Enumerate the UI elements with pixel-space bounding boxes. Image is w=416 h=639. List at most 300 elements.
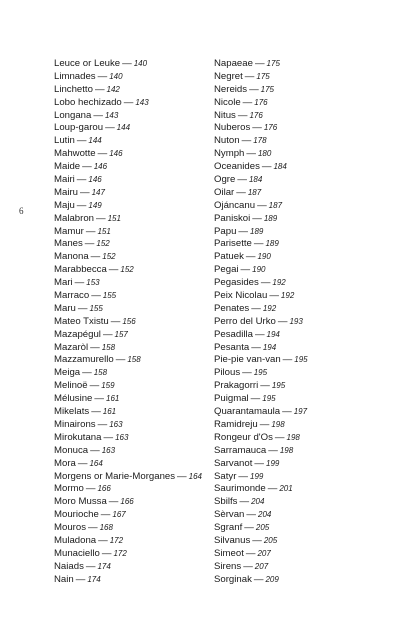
index-entry	[54, 303, 202, 316]
entry-page-number: 195	[262, 394, 276, 404]
entry-dash: —	[254, 58, 265, 69]
entry-name: Mateo Txistu	[54, 315, 109, 327]
entry-dash: —	[251, 341, 261, 353]
entry-dash: —	[77, 302, 88, 314]
entry-page-number: 158	[127, 355, 141, 365]
entry-dash: —	[80, 186, 90, 198]
index-entry	[54, 238, 202, 251]
entry-page-number: 205	[255, 523, 270, 533]
index-entry	[54, 316, 202, 329]
index-entry	[214, 161, 308, 174]
entry-dash: —	[259, 418, 270, 430]
entry-name: Ogre	[214, 174, 236, 186]
index-entry	[54, 277, 202, 290]
entry-dash: —	[82, 161, 92, 173]
entry-page-number: 187	[247, 187, 262, 197]
index-entry	[54, 213, 202, 226]
entry-name: Sbilfs	[214, 496, 238, 508]
entry-name: Nuberos	[214, 122, 251, 134]
entry-dash: —	[76, 174, 87, 186]
entry-dash: —	[244, 70, 255, 82]
entry-dash: —	[91, 406, 101, 418]
entry-dash: —	[90, 444, 100, 456]
entry-dash: —	[88, 522, 98, 534]
index-entry	[54, 471, 202, 484]
entry-dash: —	[252, 534, 262, 546]
entry-name: Morgens or Marie-Morganes	[54, 470, 176, 482]
entry-page-number: 189	[263, 213, 278, 223]
index-entry	[54, 161, 202, 174]
entry-name: Ramidreju	[214, 418, 258, 430]
index-entry	[214, 226, 308, 239]
entry-name: Meiga	[54, 367, 81, 379]
entry-name: Longana	[54, 109, 92, 121]
index-entry	[54, 58, 202, 71]
entry-dash: —	[252, 122, 262, 134]
entry-page-number: 201	[279, 484, 293, 494]
entry-name: Mora	[54, 457, 76, 469]
index-entry	[54, 393, 202, 406]
index-entry	[54, 496, 202, 509]
entry-dash: —	[85, 560, 96, 572]
entry-page-number: 194	[262, 342, 277, 352]
entry-name: Mirokutana	[54, 431, 102, 443]
entry-page-number: 204	[258, 510, 272, 520]
entry-name: Nymph	[214, 148, 245, 160]
entry-page-number: 146	[88, 175, 102, 185]
entry-page-number: 147	[91, 187, 105, 197]
index-entry	[54, 342, 202, 355]
entry-name: Negret	[214, 70, 243, 82]
index-entry	[54, 574, 202, 587]
entry-dash: —	[244, 522, 254, 534]
index-entry	[54, 483, 202, 496]
entry-name: Nicole	[214, 96, 241, 108]
index-entry	[214, 277, 308, 290]
entry-dash: —	[85, 483, 96, 495]
entry-name: Quarantamaula	[214, 406, 281, 418]
entry-name: Mouros	[54, 522, 86, 534]
index-entry	[214, 148, 308, 161]
index-entry	[54, 458, 202, 471]
entry-page-number: 193	[289, 316, 303, 326]
entry-page-number: 157	[114, 329, 128, 339]
index-entry	[54, 290, 202, 303]
index-entry	[54, 354, 202, 367]
entry-page-number: 190	[257, 252, 271, 262]
entry-page-number: 146	[93, 162, 108, 172]
entry-dash: —	[249, 83, 259, 95]
entry-page-number: 205	[263, 535, 278, 545]
index-entry	[214, 354, 308, 367]
entry-page-number: 178	[253, 136, 267, 146]
entry-page-number: 152	[96, 239, 110, 249]
entry-name: Leuce or Leuke	[54, 58, 121, 69]
entry-name: Satyr	[214, 470, 237, 482]
entry-name: Parisette	[214, 238, 252, 250]
entry-page-number: 195	[271, 381, 286, 391]
entry-dash: —	[245, 251, 256, 263]
entry-page-number: 207	[254, 561, 269, 571]
index-entry	[214, 200, 308, 213]
entry-name: Pie-pie van-van	[214, 354, 281, 366]
index-entry	[214, 135, 308, 148]
index-entry	[54, 535, 202, 548]
index-entry	[214, 238, 308, 251]
entry-dash: —	[269, 290, 279, 302]
index-entry	[54, 445, 202, 458]
entry-page-number: 192	[272, 278, 286, 288]
index-entry	[214, 110, 308, 123]
entry-name: Napaeae	[214, 58, 253, 69]
entry-name: Silvanus	[214, 534, 251, 546]
index-entry	[54, 264, 202, 277]
entry-page-number: 151	[97, 226, 111, 236]
index-entry	[54, 200, 202, 213]
entry-name: Nereids	[214, 83, 248, 95]
entry-dash: —	[90, 251, 101, 263]
index-entry	[54, 71, 202, 84]
entry-name: Mairi	[54, 174, 75, 186]
entry-name: Lutin	[54, 135, 75, 147]
entry-name: Melinoë	[54, 380, 88, 392]
index-entry	[214, 445, 308, 458]
entry-page-number: 192	[262, 303, 277, 313]
index-entry	[54, 522, 202, 535]
entry-page-number: 198	[279, 445, 294, 455]
entry-page-number: 184	[273, 162, 287, 172]
index-entry	[214, 316, 308, 329]
index-entry	[214, 58, 308, 71]
index-entry	[54, 122, 202, 135]
entry-dash: —	[74, 277, 85, 289]
index-entry	[214, 406, 308, 419]
entry-name: Pesadilla	[214, 328, 253, 340]
entry-dash: —	[82, 367, 92, 379]
entry-name: Nuton	[214, 135, 240, 147]
index-entry	[214, 380, 308, 393]
entry-dash: —	[94, 83, 105, 95]
entry-name: Sèrvan	[214, 509, 245, 521]
entry-page-number: 163	[101, 445, 116, 455]
index-entry	[54, 329, 202, 342]
entry-page-number: 189	[250, 226, 264, 236]
entry-page-number: 156	[122, 316, 136, 326]
entry-dash: —	[101, 547, 112, 559]
index-entry	[214, 458, 308, 471]
entry-dash: —	[241, 135, 252, 147]
entry-dash: —	[237, 109, 248, 121]
index-entry	[54, 84, 202, 97]
entry-name: Penates	[214, 302, 250, 314]
entry-dash: —	[238, 225, 248, 237]
entry-page-number: 146	[109, 149, 123, 159]
entry-name: Oceanides	[214, 161, 260, 173]
entry-dash: —	[268, 444, 278, 456]
entry-name: Malabron	[54, 212, 94, 224]
index-entry	[214, 122, 308, 135]
entry-name: Marraco	[54, 290, 90, 302]
index-entry	[54, 174, 202, 187]
index-entry	[54, 509, 202, 522]
entry-dash: —	[251, 302, 261, 314]
entry-name: Maide	[54, 161, 81, 173]
entry-name: Oilar	[214, 186, 235, 198]
index-entry	[214, 419, 308, 432]
entry-page-number: 198	[271, 419, 285, 429]
entry-dash: —	[75, 573, 86, 585]
entry-page-number: 174	[87, 574, 101, 584]
entry-page-number: 149	[88, 200, 102, 210]
entry-dash: —	[108, 264, 119, 276]
entry-name: Mazaròl	[54, 341, 89, 353]
entry-dash: —	[96, 212, 106, 224]
index-entry	[214, 342, 308, 355]
entry-page-number: 152	[120, 265, 134, 275]
entry-page-number: 155	[102, 291, 117, 301]
entry-page-number: 172	[113, 548, 127, 558]
entry-dash: —	[236, 186, 246, 198]
index-entry	[214, 290, 308, 303]
entry-dash: —	[238, 470, 248, 482]
entry-page-number: 142	[106, 84, 120, 94]
index-entry	[214, 174, 308, 187]
entry-name: Mazapégul	[54, 328, 101, 340]
index-entry	[54, 548, 202, 561]
entry-name: Minairons	[54, 418, 96, 430]
entry-name: Maju	[54, 199, 75, 211]
entry-page-number: 161	[106, 394, 120, 404]
entry-name: Sarramauca	[214, 444, 267, 456]
index-column-left	[54, 58, 202, 587]
entry-dash: —	[110, 315, 121, 327]
index-entry	[214, 471, 308, 484]
entry-page-number: 164	[89, 458, 103, 468]
index-entry	[214, 432, 308, 445]
entry-name: Patuek	[214, 251, 244, 263]
entry-page-number: 199	[266, 458, 280, 468]
entry-page-number: 163	[109, 419, 123, 429]
entry-page-number: 176	[249, 110, 263, 120]
entry-page-number: 144	[116, 123, 131, 133]
index-entry	[54, 367, 202, 380]
entry-page-number: 158	[101, 342, 116, 352]
index-entry	[54, 226, 202, 239]
entry-name: Mormo	[54, 483, 84, 495]
entry-dash: —	[91, 290, 101, 302]
entry-dash: —	[84, 238, 95, 250]
entry-dash: —	[103, 431, 114, 443]
entry-name: Mahwotte	[54, 148, 96, 160]
entry-dash: —	[252, 212, 262, 224]
entry-name: Puigmal	[214, 393, 249, 405]
entry-page-number: 153	[86, 278, 100, 288]
entry-page-number: 175	[260, 84, 275, 94]
entry-dash: —	[245, 547, 256, 559]
entry-dash: —	[97, 418, 108, 430]
index-entry	[214, 84, 308, 97]
entry-name: Muladona	[54, 534, 97, 546]
entry-dash: —	[89, 380, 100, 392]
entry-page-number: 176	[254, 97, 268, 107]
entry-page-number: 176	[263, 123, 278, 133]
entry-dash: —	[77, 457, 88, 469]
index-entry	[54, 419, 202, 432]
index-entry	[54, 97, 202, 110]
entry-page-number: 166	[120, 497, 134, 507]
entry-name: Mélusine	[54, 393, 93, 405]
entry-dash: —	[282, 406, 292, 418]
entry-page-number: 143	[135, 97, 149, 107]
entry-dash: —	[122, 58, 132, 69]
entry-page-number: 204	[251, 497, 265, 507]
entry-name: Saurimonde	[214, 483, 266, 495]
index-entry	[54, 148, 202, 161]
entry-dash: —	[274, 431, 285, 443]
index-entry	[214, 329, 308, 342]
entry-page-number: 163	[115, 432, 129, 442]
entry-name: Maru	[54, 302, 76, 314]
entry-page-number: 167	[112, 510, 126, 520]
entry-page-number: 184	[248, 175, 263, 185]
index-entry	[214, 187, 308, 200]
entry-dash: —	[254, 457, 264, 469]
entry-page-number: 161	[102, 407, 117, 417]
entry-dash: —	[257, 199, 267, 211]
entry-name: Rongeur d'Os	[214, 431, 273, 443]
entry-page-number: 195	[294, 355, 308, 365]
entry-dash: —	[260, 380, 270, 392]
index-entry	[214, 574, 308, 587]
entry-name: Perro del Urko	[214, 315, 276, 327]
index-entry	[54, 251, 202, 264]
entry-name: Ojáncanu	[214, 199, 256, 211]
entry-dash: —	[254, 328, 265, 340]
index-entry	[214, 561, 308, 574]
entry-page-number: 174	[97, 561, 111, 571]
index-entry	[214, 509, 308, 522]
entry-name: Nitus	[214, 109, 236, 121]
entry-dash: —	[253, 238, 264, 250]
index-entry	[214, 535, 308, 548]
entry-page-number: 207	[257, 548, 271, 558]
entry-dash: —	[243, 560, 253, 572]
entry-name: Loup-garou	[54, 122, 104, 134]
entry-name: Mikelats	[54, 406, 90, 418]
entry-name: Lobo hechizado	[54, 96, 122, 108]
entry-name: Pegasides	[214, 277, 259, 289]
entry-name: Peix Nicolau	[214, 290, 268, 302]
entry-dash: —	[282, 354, 293, 366]
entry-page-number: 190	[252, 265, 266, 275]
entry-dash: —	[237, 174, 247, 186]
entry-name: Sgranf	[214, 522, 243, 534]
entry-name: Prakagorri	[214, 380, 259, 392]
entry-name: Manes	[54, 238, 83, 250]
entry-page-number: 140	[109, 71, 123, 81]
entry-name: Mamur	[54, 225, 84, 237]
entry-dash: —	[97, 70, 108, 82]
entry-dash: —	[242, 367, 252, 379]
entry-page-number: 172	[109, 535, 124, 545]
entry-dash: —	[90, 341, 100, 353]
entry-page-number: 155	[89, 303, 103, 313]
entry-page-number: 199	[250, 471, 264, 481]
index-entry	[214, 264, 308, 277]
entry-dash: —	[277, 315, 288, 327]
entry-dash: —	[97, 148, 108, 160]
index-entry	[214, 367, 308, 380]
entry-dash: —	[115, 354, 126, 366]
entry-dash: —	[246, 148, 256, 160]
index-entry	[214, 393, 308, 406]
entry-name: Mairu	[54, 186, 78, 198]
entry-dash: —	[260, 277, 271, 289]
entry-name: Sorginak	[214, 573, 252, 585]
index-entry	[214, 496, 308, 509]
entry-name: Simeot	[214, 547, 244, 559]
index-entry	[54, 432, 202, 445]
entry-dash: —	[76, 199, 87, 211]
entry-name: Paniskoi	[214, 212, 251, 224]
entry-name: Linchetto	[54, 83, 93, 95]
index-entry	[214, 97, 308, 110]
entry-page-number: 152	[102, 252, 116, 262]
entry-dash: —	[108, 496, 119, 508]
index-entry	[54, 561, 202, 574]
index-entry	[54, 110, 202, 123]
index-column-right	[214, 58, 308, 587]
entry-dash: —	[250, 393, 261, 405]
entry-dash: —	[100, 509, 111, 521]
index-entry	[214, 483, 308, 496]
entry-dash: —	[102, 328, 113, 340]
entry-page-number: 195	[253, 368, 268, 378]
entry-dash: —	[123, 96, 134, 108]
index-entry	[214, 251, 308, 264]
entry-dash: —	[239, 496, 250, 508]
entry-page-number: 175	[256, 71, 270, 81]
entry-page-number: 194	[266, 329, 280, 339]
entry-name: Munaciello	[54, 547, 100, 559]
entry-dash: —	[98, 534, 108, 546]
index-entry	[54, 406, 202, 419]
index-entry	[54, 380, 202, 393]
entry-dash: —	[240, 264, 251, 276]
entry-page-number: 175	[266, 59, 280, 68]
entry-dash: —	[76, 135, 87, 147]
entry-name: Naiads	[54, 560, 84, 572]
entry-name: Monuca	[54, 444, 89, 456]
entry-dash: —	[253, 573, 264, 585]
index-entry	[214, 303, 308, 316]
entry-page-number: 192	[280, 291, 295, 301]
page-number: 6	[19, 206, 24, 216]
entry-page-number: 189	[265, 239, 279, 249]
entry-page-number: 180	[257, 149, 272, 159]
entry-name: Pilous	[214, 367, 241, 379]
index-entry	[214, 71, 308, 84]
entry-page-number: 144	[88, 136, 102, 146]
entry-page-number: 151	[107, 213, 121, 223]
entry-name: Papu	[214, 225, 237, 237]
entry-page-number: 140	[133, 59, 148, 68]
index-entry	[54, 187, 202, 200]
entry-dash: —	[261, 161, 272, 173]
entry-page-number: 164	[188, 471, 202, 481]
entry-name: Sirens	[214, 560, 242, 572]
entry-dash: —	[267, 483, 278, 495]
